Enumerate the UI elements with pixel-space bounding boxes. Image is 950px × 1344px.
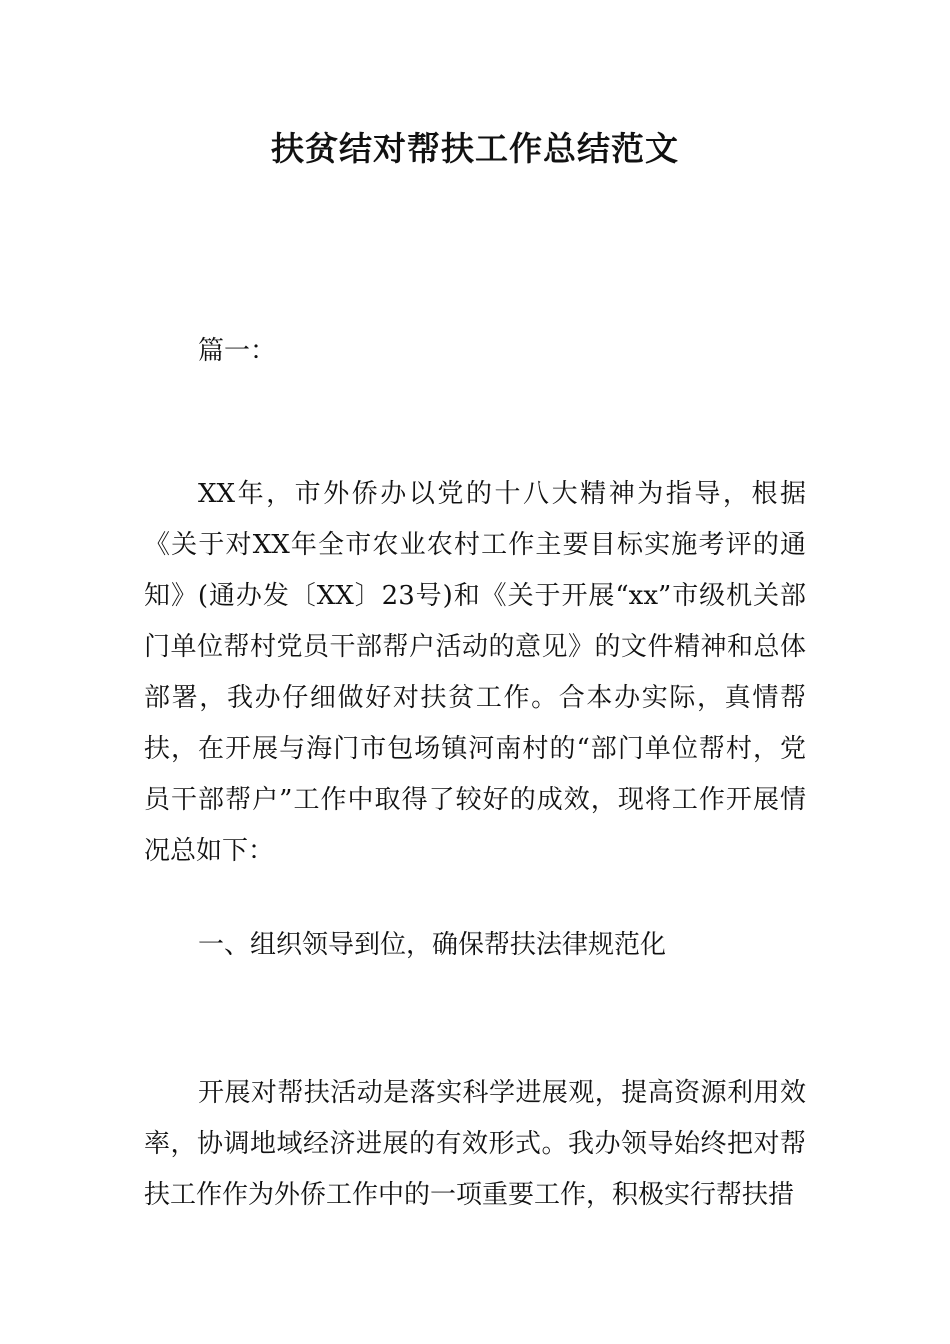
document-title: 扶贫结对帮扶工作总结范文 [271, 129, 679, 168]
section-heading-1: 一、组织领导到位，确保帮扶法律规范化 [198, 930, 667, 960]
intro-paragraph: XX年，市外侨办以党的十八大精神为指导，根据《关于对XX年全市农业农村工作主要目标实施考评的通知》(通办发〔XX〕23号)和《关于开展“xx”市级机关部门单位帮村党员干部帮户活动的意见》的文件精神和总体部署，我办仔细做好对扶贫工作。合本办实际，真情帮扶，在开展与海门市包场镇河南村的“部门单位帮村，党员干部帮户”工作中取得了较好的成效，现将工作开展情况总如下： [144, 479, 806, 866]
section-label: 篇一： [198, 336, 277, 366]
body-paragraph-1: 开展对帮扶活动是落实科学进展观，提高资源利用效率，协调地域经济进展的有效形式。我办领导始终把对帮扶工作作为外侨工作中的一项重要工作，积极实行帮扶措 [144, 1078, 806, 1210]
